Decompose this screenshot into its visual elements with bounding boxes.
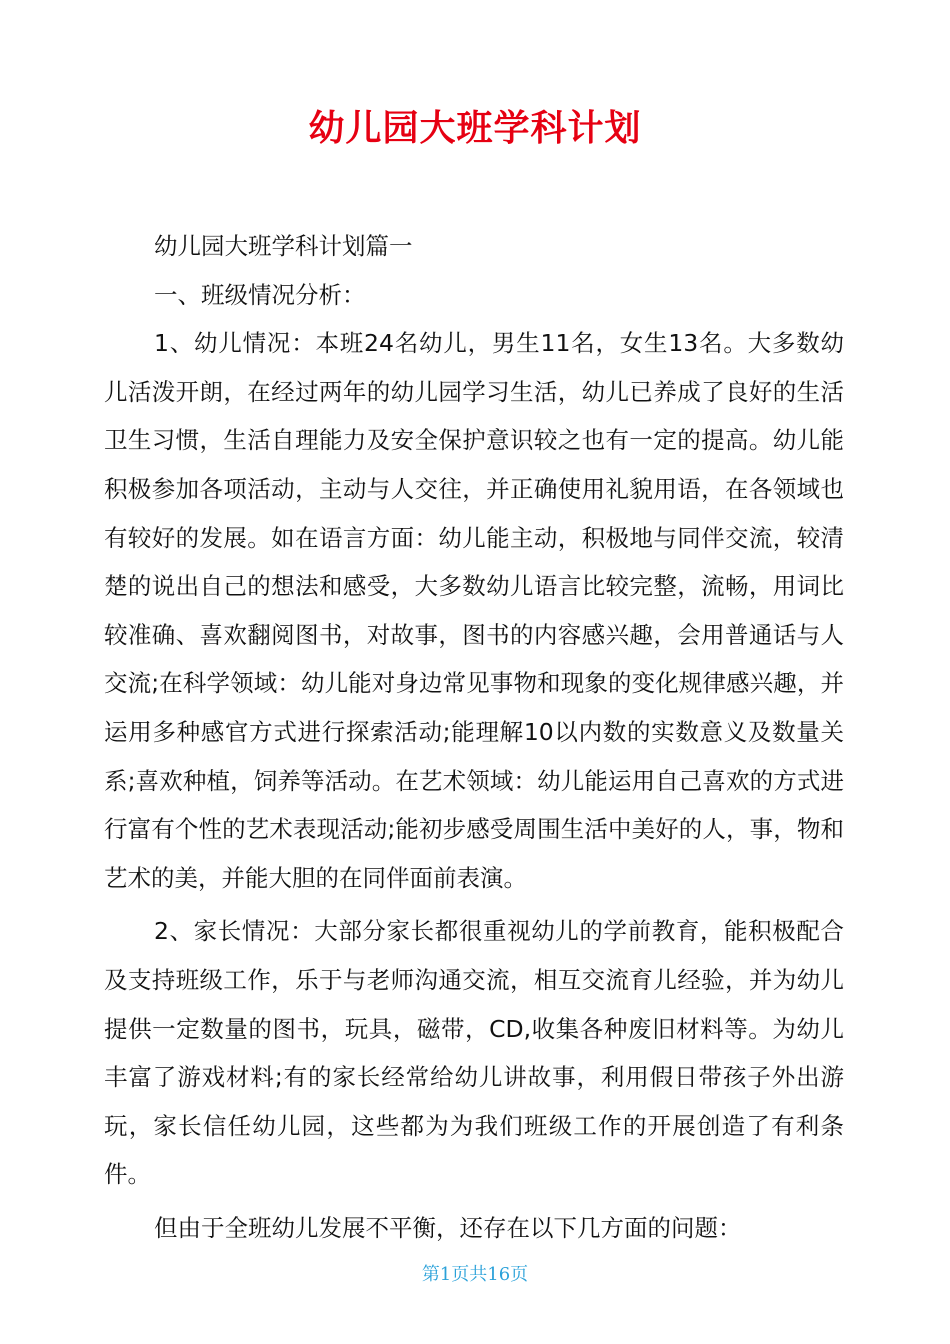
section-heading: 幼儿园大班学科计划篇一 xyxy=(154,232,413,260)
subsection-heading: 一、班级情况分析： xyxy=(154,280,366,309)
document-body xyxy=(104,222,844,1252)
paragraph-child-situation: 1、幼儿情况：本班24名幼儿，男生11名，女生13名。大多数幼儿活泼开朗，在经过两年的幼儿园学习生活，幼儿已养成了良好的生活卫生习惯，生活自理能力及安全保护意识较之也有一定的提高。幼儿能积极参加各项活动，主动与人交往，并正确使用礼貌用语，在各领域也有较好的发展。如在语言方面：幼儿能主动，积极地与同伴交流，较清楚的说出自己的想法和感受，大多数幼儿语言比较完整，流畅，用词比较准确、喜欢翻阅图书，对故事，图书的内容感兴趣，会用普通话与人交流;在科学领域：幼儿能对身边常见事物和现象的变化规律感兴趣，并运用多种感官方式进行探索活动;能理解10以内数的实数意义及数量关系;喜欢种植，饲养等活动。在艺术领域：幼儿能运用自己喜欢的方式进行富有个性的艺术表现活动;能初步感受周围生活中美好的人，事，物和艺术的美，并能大胆的在同伴面前表演。 xyxy=(104,329,844,892)
page-number-footer: 第1页共16页 xyxy=(421,1264,529,1285)
paragraph-parent-situation: 2、家长情况：大部分家长都很重视幼儿的学前教育，能积极配合及支持班级工作，乐于与老师沟通交流，相互交流育儿经验，并为幼儿提供一定数量的图书，玩具，磁带，CD,收集各种废旧材料等。为幼儿丰富了游戏材料;有的家长经常给幼儿讲故事，利用假日带孩子外出游玩，家长信任幼儿园，这些都为为我们班级工作的开展创造了有利条件。 xyxy=(104,917,844,1189)
paragraph-problems-intro: 但由于全班幼儿发展不平衡，还存在以下几方面的问题： xyxy=(154,1213,742,1242)
document-title: 幼儿园大班学科计划 xyxy=(308,108,642,149)
